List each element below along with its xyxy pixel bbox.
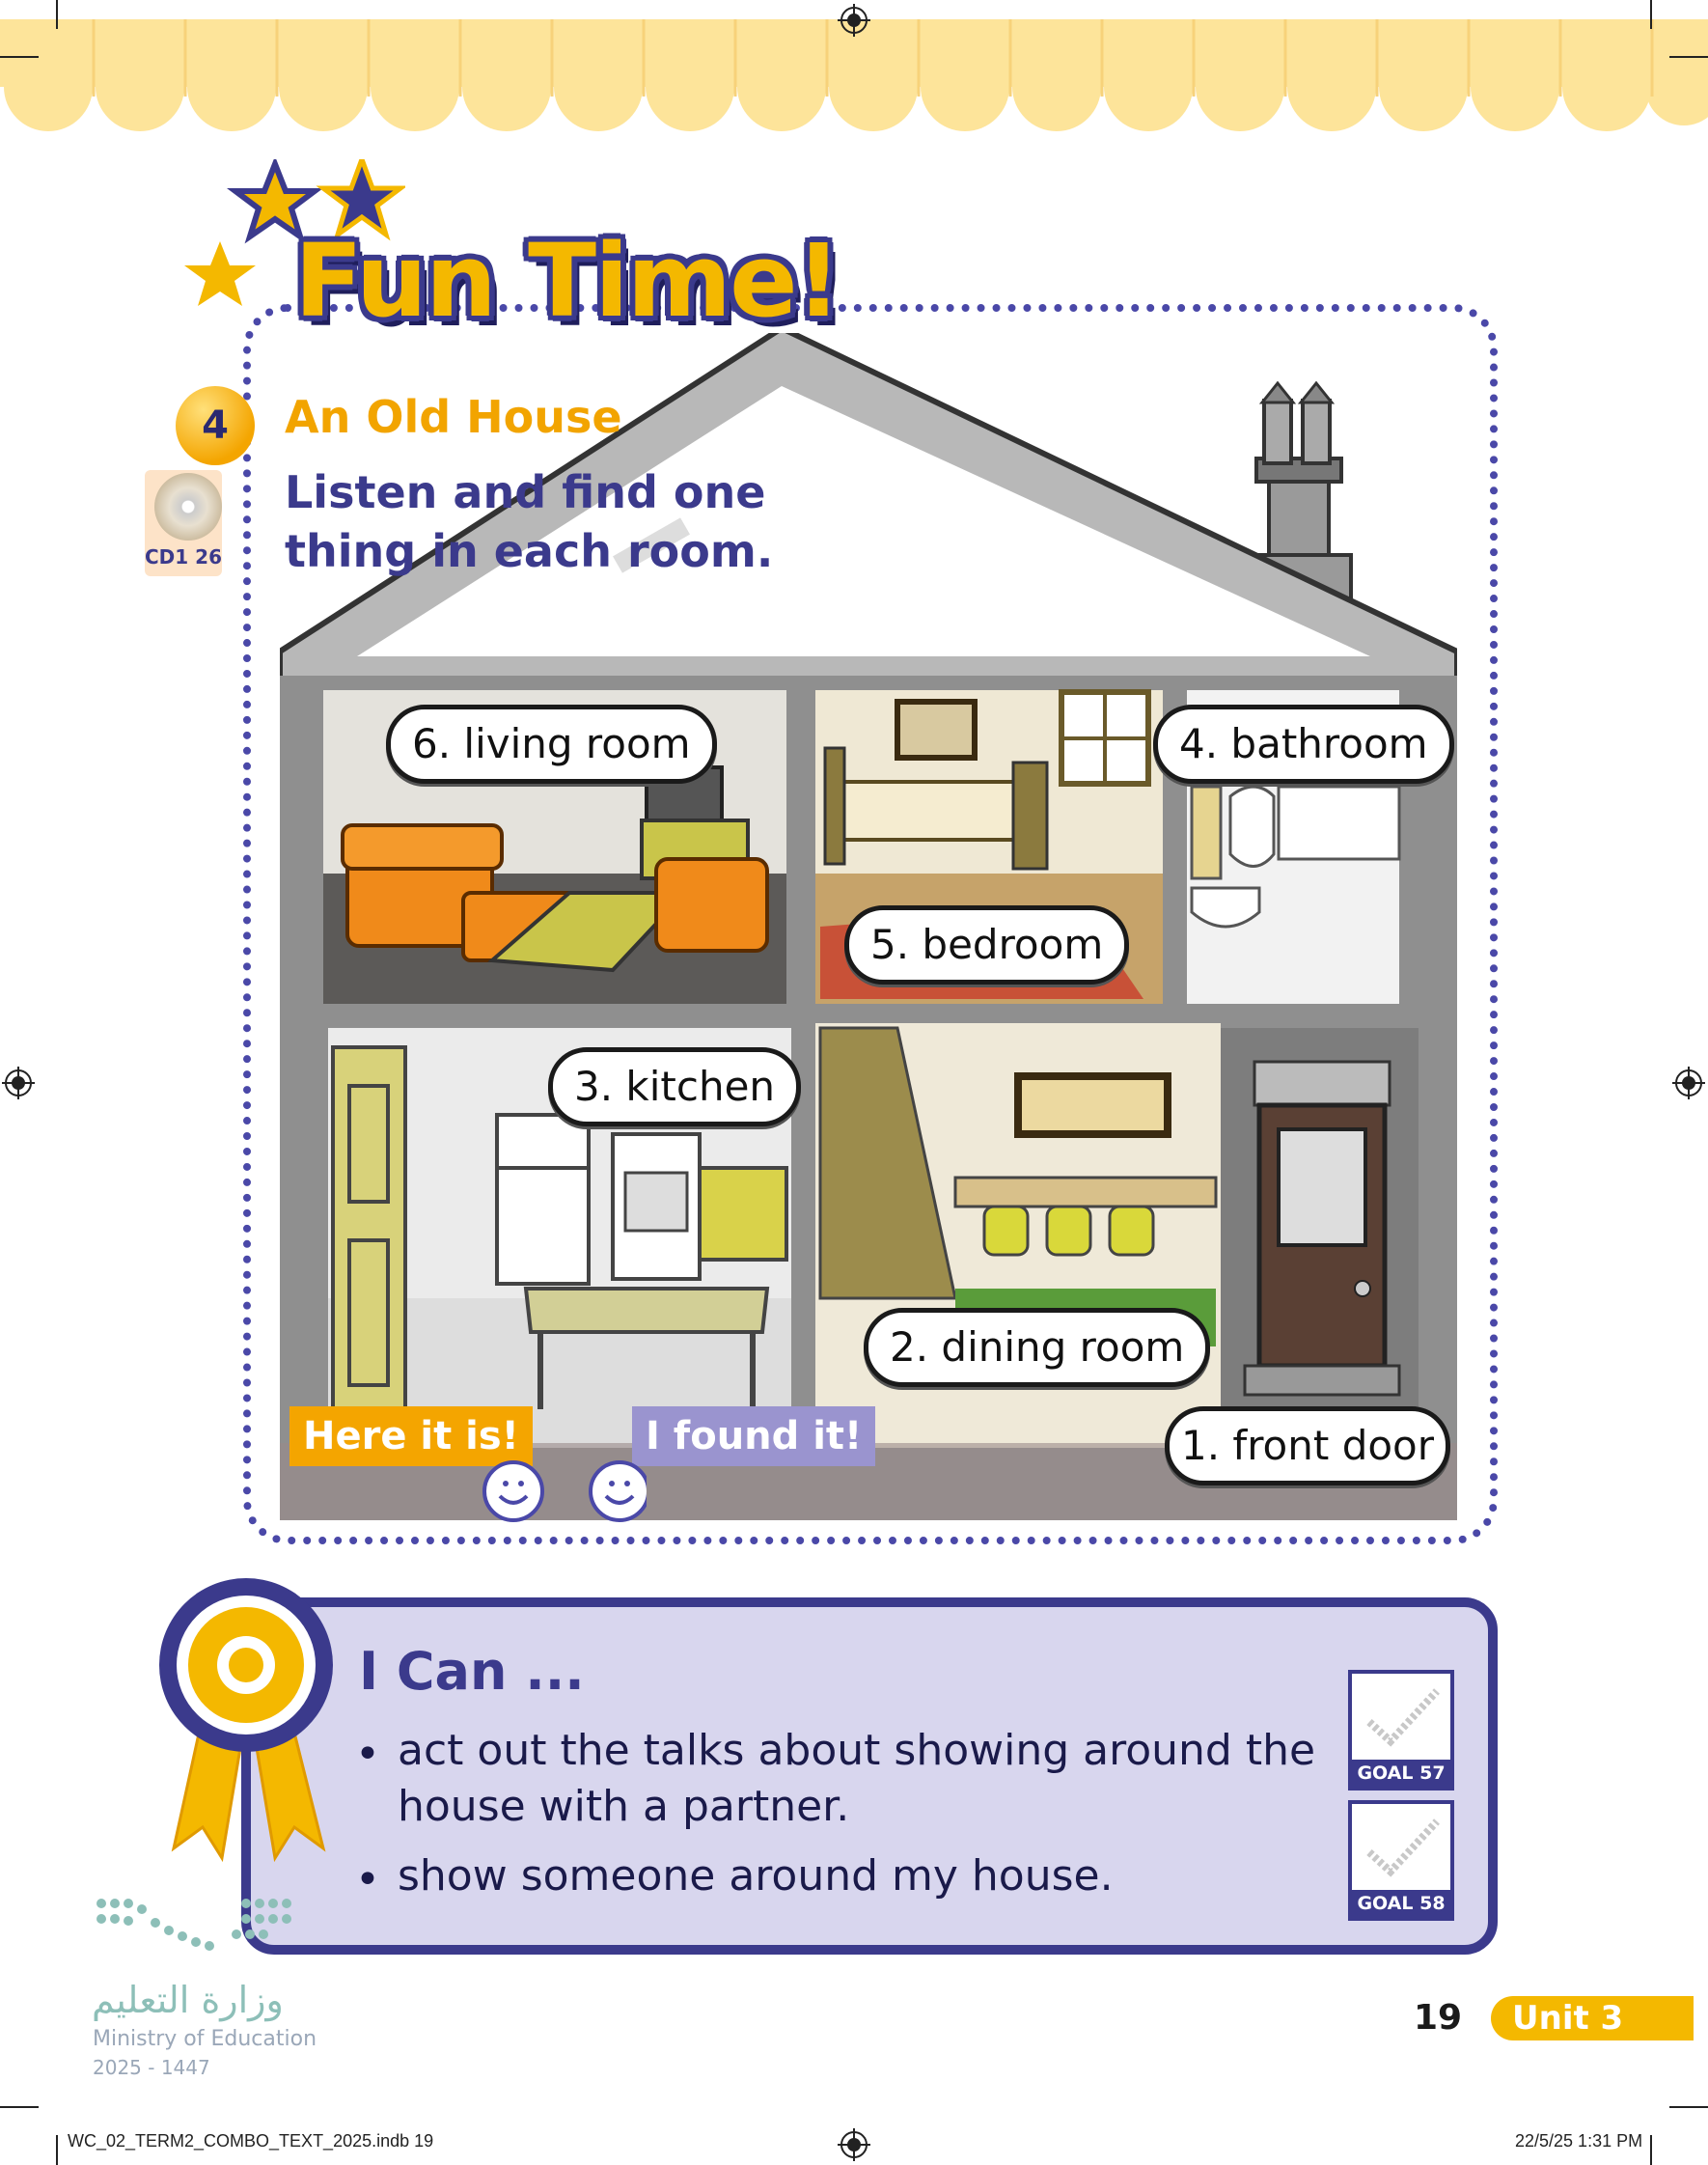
- speech-bubble-i-found-it: I found it!: [632, 1406, 875, 1466]
- room-label-front-door: 1. front door: [1165, 1406, 1450, 1485]
- crop-mark: [56, 0, 58, 29]
- goal-label: GOAL 57: [1352, 1760, 1450, 1787]
- smiley-faces-icon: [482, 1457, 647, 1525]
- registration-mark-icon: [2, 1067, 35, 1099]
- checkmark-icon: [1362, 1814, 1444, 1881]
- registration-mark-icon: [1672, 1067, 1705, 1099]
- goal-checkbox-58[interactable]: [1348, 1800, 1454, 1921]
- cd-track-label: CD1 26: [145, 545, 222, 569]
- i-can-item: show someone around my house.: [398, 1851, 1114, 1901]
- unit-tab: Unit 3: [1491, 1996, 1694, 2040]
- footer-date: 22/5/25 1:31 PM: [1515, 2131, 1643, 2151]
- registration-mark-icon: [838, 2128, 870, 2161]
- room-label-living-room: 6. living room: [386, 705, 717, 784]
- cd-disc-icon: [154, 473, 222, 541]
- i-can-item: act out the talks about showing around the house with a partner.: [398, 1726, 1316, 1831]
- crop-mark: [56, 2135, 58, 2165]
- goal-checkbox-57[interactable]: [1348, 1670, 1454, 1790]
- award-ribbon-icon: [154, 1568, 338, 1868]
- bullet-icon: •: [355, 1730, 380, 1779]
- activity-instruction: Listen and find one thing in each room.: [285, 466, 774, 577]
- bullet-icon: •: [355, 1855, 380, 1904]
- checkmark-icon: [1362, 1683, 1444, 1751]
- room-label-kitchen: 3. kitchen: [548, 1047, 801, 1126]
- room-label-bathroom: 4. bathroom: [1153, 705, 1454, 784]
- goal-label: GOAL 58: [1352, 1890, 1450, 1917]
- crop-mark: [1669, 2106, 1708, 2108]
- ministry-logo-icon: [92, 1892, 304, 1969]
- activity-number-badge: 4: [176, 386, 255, 465]
- ministry-name-english: Ministry of Education: [93, 2027, 317, 2051]
- activity-subtitle: An Old House: [285, 391, 622, 443]
- crop-mark: [1669, 56, 1708, 58]
- page-number: 19: [1414, 1998, 1463, 2038]
- ministry-year: 2025 - 1447: [93, 2056, 210, 2079]
- room-label-bedroom: 5. bedroom: [844, 905, 1129, 985]
- i-can-title: I Can ...: [359, 1641, 585, 1702]
- ministry-name-arabic: وزارة التعليم: [92, 1979, 284, 2021]
- crop-mark: [0, 2106, 39, 2108]
- page-title: Fun Time!: [294, 222, 840, 340]
- room-label-dining-room: 2. dining room: [864, 1308, 1210, 1387]
- crop-mark: [1650, 2135, 1652, 2165]
- crop-mark: [1650, 0, 1652, 29]
- crop-mark: [0, 56, 39, 58]
- speech-bubble-here-it-is: Here it is!: [289, 1406, 533, 1466]
- footer-file-name: WC_02_TERM2_COMBO_TEXT_2025.indb 19: [68, 2131, 434, 2151]
- registration-mark-icon: [838, 4, 870, 37]
